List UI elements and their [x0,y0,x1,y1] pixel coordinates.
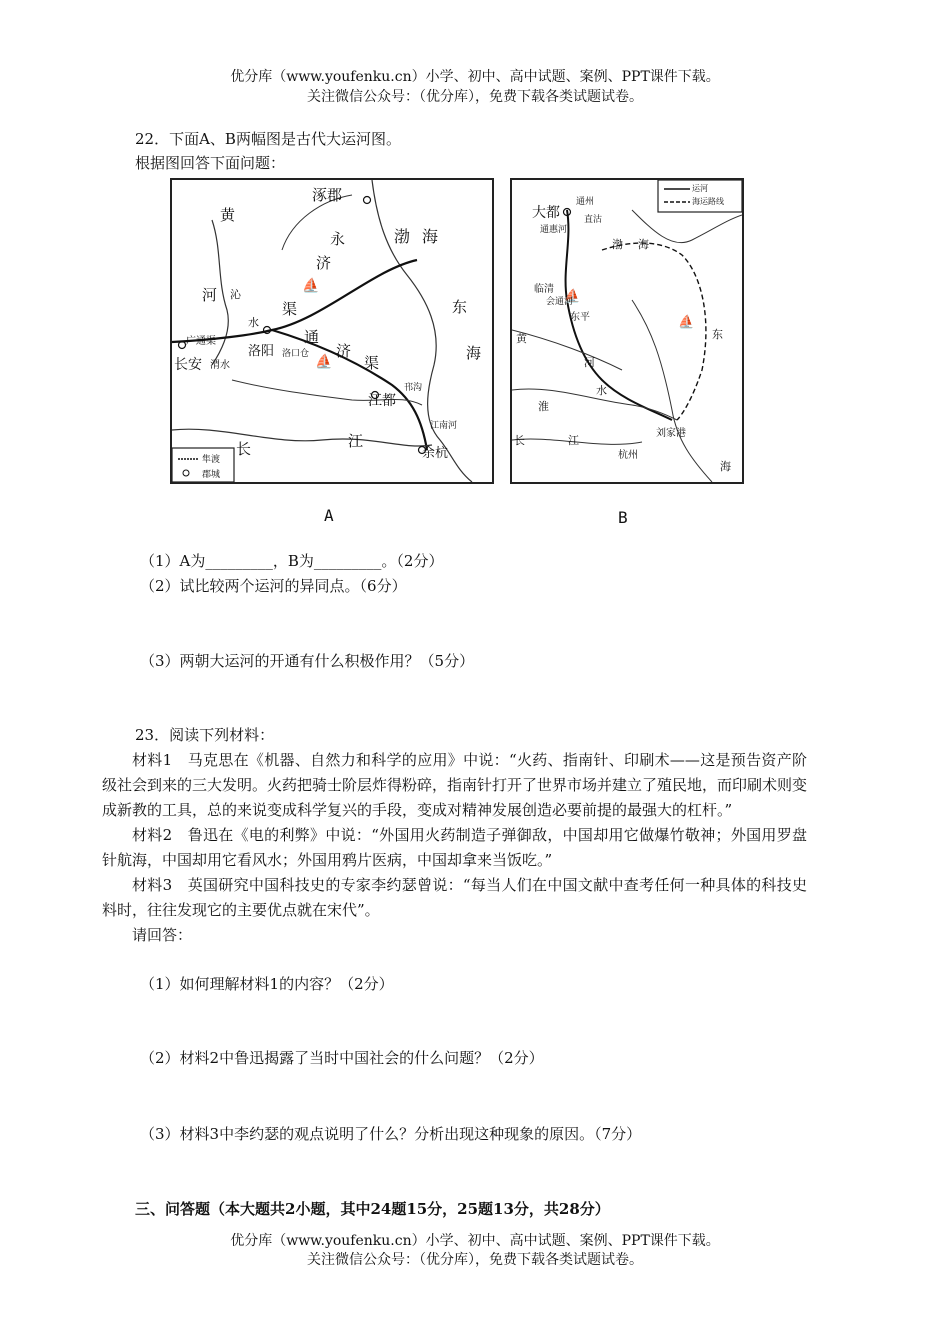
label-changjiang: 长 [514,434,525,447]
city-zhuojun-marker [364,197,371,204]
map-b-caption: B [618,508,628,527]
map-b-coast-east [632,300,712,482]
label-ji2: 济 [336,342,352,360]
footer-line-1: 优分库（www.youfenku.cn）小学、初中、高中试题、案例、PPT课件下载。 [230,1233,720,1249]
legend-city-text: 郡城 [202,470,221,480]
label-yong: 永 [330,230,346,248]
map-a-caption: A [324,506,334,525]
label-zhigu: 直沽 [584,215,603,225]
q23-material-2: 材料2 鲁迅在《电的利弊》中说：“外国用火药制造子弹御敌，中国却用它做爆竹敬神；外国用罗盘针航海，中国却用它看风水；外国用鸦片医病，中国却拿来当饭吃。” [102,826,807,869]
q23-sub3: （3）材料3中李约瑟的观点说明了什么？分析出现这种现象的原因。（7分） [140,1125,642,1143]
ship-icon: ⛵ [678,315,695,330]
legend-canal-text: 隼渡 [202,455,221,465]
label-qu: 渠 [282,300,298,318]
label-yuhang: 余杭 [422,446,449,461]
label-shui: 水 [248,316,259,329]
label-bo: 渤 [394,227,411,246]
label-linqing: 临清 [534,284,554,295]
label-jiang: 江 [568,434,579,447]
label-he: 河 [202,286,218,304]
label-dong: 东 [452,298,468,316]
label-luokou: 洛口仓 [282,349,310,359]
label-huang: 黄 [516,332,527,345]
label-luoyang: 洛阳 [248,344,275,359]
label-qu2: 渠 [364,354,380,372]
map-a-drawing [172,180,492,482]
map-b-yellow-river [512,330,622,370]
map-a-yangtze [172,429,432,446]
label-he: 河 [584,356,595,369]
label-hanggou: 邗沟 [404,383,423,393]
label-qin: 沁 [230,288,241,301]
label-zhuojun: 涿郡 [312,186,343,204]
label-dadu: 大都 [532,205,560,221]
label-hai2: 海 [466,344,482,362]
label-ji: 济 [316,254,332,272]
ship-icon: ⛵ [315,354,333,370]
label-tonghuihe: 通惠河 [540,225,568,235]
q23-sub1: （1）如何理解材料1的内容？（2分） [140,975,394,993]
q22-instruction: 根据图回答下面问题： [135,154,286,172]
label-jiangnanhe: 江南河 [430,421,458,431]
q22-sub3: （3）两朝大运河的开通有什么积极作用？（5分） [140,652,475,670]
label-tongzhou: 通州 [576,197,595,207]
label-changan: 长安 [174,357,202,373]
label-bo: 渤 [612,238,623,251]
q23-materials [102,748,807,948]
q23-title: 23．阅读下列材料： [135,726,275,744]
ship-icon: ⛵ [564,289,581,304]
label-huang: 黄 [220,206,236,224]
label-jiangdu: 江都 [368,393,396,409]
q23-prompt: 请回答： [132,926,193,944]
label-shui: 水 [596,384,607,397]
q23-sub2: （2）材料2中鲁迅揭露了当时中国社会的什么问题？（2分） [140,1049,544,1067]
label-huai: 淮 [538,400,549,413]
label-tong: 通 [304,328,320,346]
q22-sub2: （2）试比较两个运河的异同点。（6分） [140,577,407,595]
label-chang: 长 [236,440,252,458]
label-hangzhou: 杭州 [618,450,638,461]
label-dongping: 东平 [570,312,590,323]
header-line-1: 优分库（www.youfenku.cn）小学、初中、高中试题、案例、PPT课件下载。 [230,69,720,85]
label-hai: 海 [422,227,439,246]
label-hai2: 海 [720,460,731,473]
label-liujiagang: 刘家港 [656,428,686,439]
q23-material-3: 材料3 英国研究中国科技史的专家李约瑟曾说：“每当人们在中国文献中查考任何一种具体的科技史料时，往往发现它的主要优点就在宋代”。 [102,876,807,919]
footer-line-2: 关注微信公众号：（优分库），免费下载各类试题试卷。 [307,1252,643,1268]
label-hai: 海 [638,238,649,251]
map-b-huai [512,389,677,420]
label-huitonghe: 会通河 [546,297,574,307]
label-weishui: 渭水 [210,360,230,371]
section-3-title: 三、问答题（本大题共2小题，其中24题15分，25题13分，共28分） [135,1200,610,1218]
label-dong: 东 [712,328,723,341]
map-a [170,178,494,484]
label-guangtongqu: 广通渠 [186,336,216,347]
ship-icon: ⛵ [302,278,320,294]
q22-title: 22．下面A、B两幅图是古代大运河图。 [135,130,401,148]
legend-canal-text: 运河 [692,184,708,193]
label-jiang: 江 [348,432,364,450]
q23-material-1: 材料1 马克思在《机器、自然力和科学的应用》中说：“火药、指南针、印刷术——这是预告资产阶级社会到来的三大发明。火药把骑士阶层炸得粉碎，指南针打开了世界市场并建立了殖民地，而印刷术则变成新教的工具，总的来说变成科学复兴的手段，变成对精神发展创造必要前提的最强大的杠杆。” [102,751,808,819]
header-line-2: 关注微信公众号：（优分库），免费下载各类试题试卷。 [307,89,643,105]
q22-sub1: （1）A为_________，B为_________。（2分） [140,552,444,570]
legend-sea-text: 海运路线 [692,197,724,206]
map-b [510,178,744,484]
